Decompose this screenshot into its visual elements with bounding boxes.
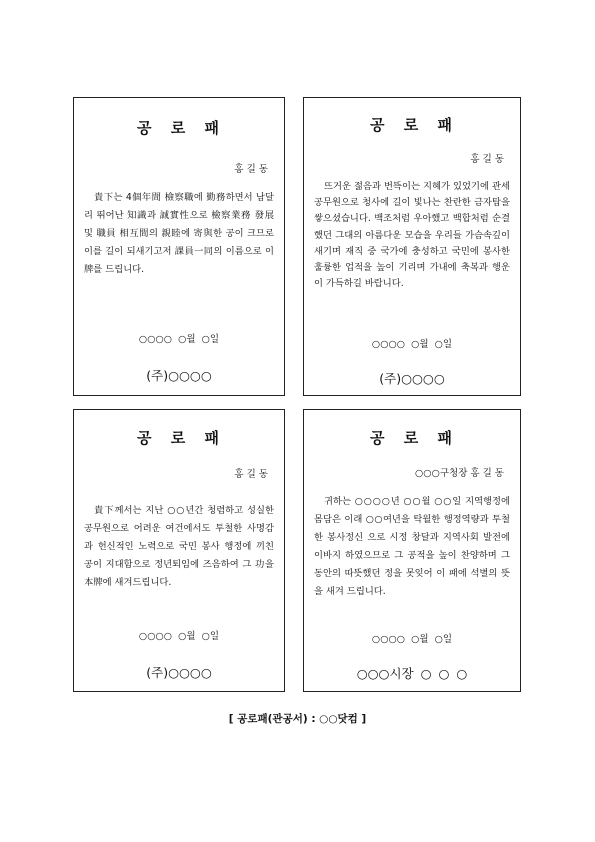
plaque-body: 귀하는 ○○○○년 ○○월 ○○일 지역행정에 몸담은 이래 ○○여년을 탁월한 행정역량과 투철한 봉사정신 으로 시정 창달과 지역사회 발전에 이바지 하였으므로 그 공적을 높이 찬양하며 그동안의 따뜻했던 정을 못잊어 이 패에 석별의 뜻을 새겨 드립니다. <box>314 496 510 597</box>
plaque-title: 공 로 패 <box>370 429 454 447</box>
plaque-issuer: (주)○○○○ <box>379 371 445 386</box>
plaque-date: ○○○○ ○월 ○일 <box>371 634 453 645</box>
plaque-body: 貴下께서는 지난 ○○년간 청렴하고 성실한 공무원으로 어려운 여건에서도 투철한 사명감과 헌신적인 노력으로 국민 봉사 행정에 끼친 공이 지대함으로 정년퇴임에 즈음하여 그 功을 本牌에 새겨드립니다. <box>84 505 274 588</box>
plaque-4 <box>303 409 521 692</box>
plaque-2 <box>303 97 521 396</box>
plaque-recipient: 홍 길 동 <box>234 164 268 175</box>
plaque-date: ○○○○ ○월 ○일 <box>138 334 220 345</box>
plaque-issuer: (주)○○○○ <box>146 368 212 383</box>
plaque-recipient: 홍 길 동 <box>234 469 268 480</box>
plaque-body: 뜨거운 젊음과 번뜩이는 지혜가 있었기에 관세 공무원으로 청사에 길이 빛나는 찬란한 금자탑을 쌓으셨습니다. 백조처럼 우아했고 백합처럼 순결했던 그대의 아름다운 모습을 우리들 가슴속깊이 새기며 재직 중 국가에 충성하고 국민에 봉사한 훌륭한 업적을 높이 기리며 가내에 축복과 행운이 가득하길 바랍니다. <box>314 181 510 290</box>
plaque-title: 공 로 패 <box>137 429 221 447</box>
plaque-1 <box>73 97 285 396</box>
plaque-date: ○○○○ ○월 ○일 <box>138 631 220 642</box>
plaque-3 <box>73 409 285 692</box>
plaque-title: 공 로 패 <box>137 119 221 137</box>
plaque-body: 貴下는 4個年間 檢察職에 勤務하면서 남달리 뛰어난 知識과 誠實性으로 檢察業務 發展 및 職員 相互間의 親睦에 寄與한 공이 크므로 이를 길이 되새기고저 課員一同의 이름으로 이 牌를 드립니다. <box>84 192 274 275</box>
plaque-title: 공 로 패 <box>370 116 454 134</box>
plaque-date: ○○○○ ○월 ○일 <box>371 339 453 350</box>
figure-caption: [ 공로패(관공서) : ○○닷컴 ] <box>228 713 367 725</box>
plaque-issuer: ○○○시장 ○ ○ ○ <box>356 666 468 681</box>
plaque-recipient: ○○○구청장 홍 길 동 <box>415 468 504 479</box>
plaque-recipient: 홍 길 동 <box>470 154 504 165</box>
plaque-issuer: (주)○○○○ <box>146 665 212 680</box>
